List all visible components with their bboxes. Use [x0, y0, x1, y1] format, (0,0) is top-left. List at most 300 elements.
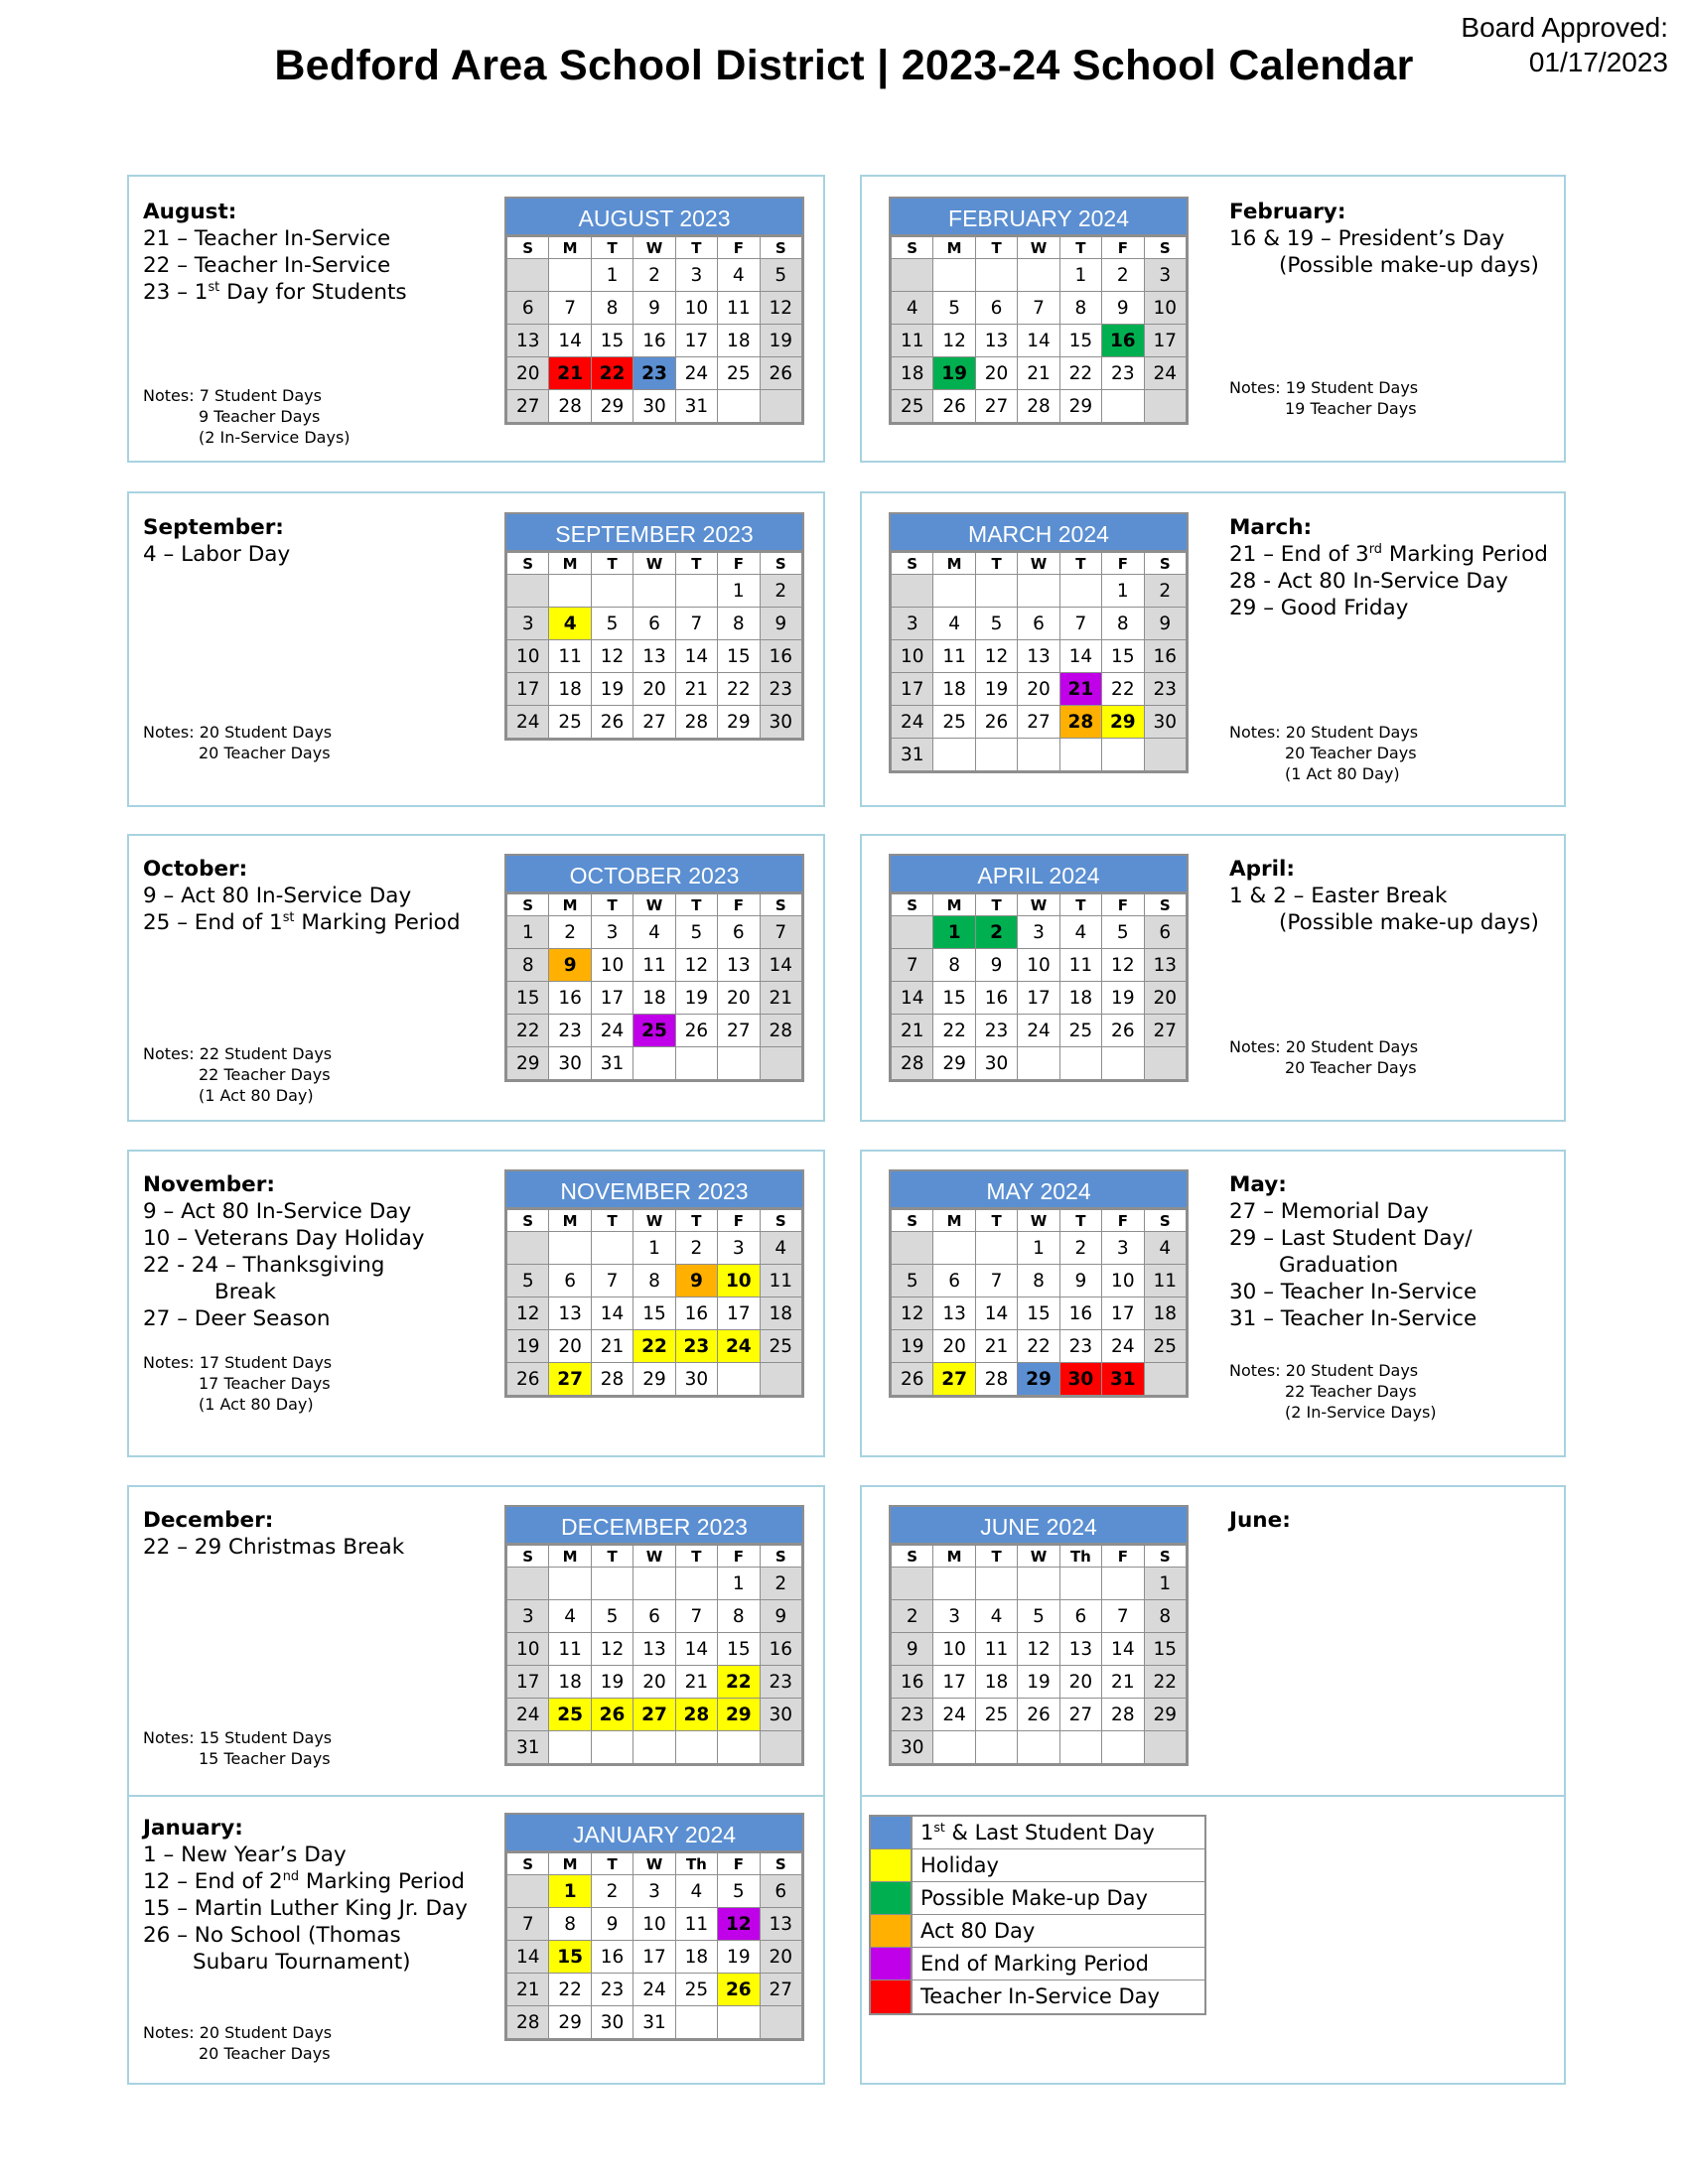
weekday-label: T — [675, 553, 717, 575]
day-cell: 5 — [507, 1265, 549, 1297]
day-cell: 22 — [1144, 1666, 1186, 1699]
month-heading: November: — [143, 1172, 275, 1197]
month-events-aug — [143, 199, 407, 306]
weekday-label: F — [1102, 1210, 1144, 1232]
calendar-grid — [891, 1545, 1187, 1764]
weekday-label: S — [1144, 1546, 1186, 1568]
event-line: 25 – End of 1st Marking Period — [143, 909, 461, 935]
day-cell: 12 — [892, 1297, 933, 1330]
day-cell: 25 — [675, 1974, 717, 2006]
day-cell: 18 — [718, 325, 760, 357]
day-cell: 25 — [975, 1699, 1017, 1731]
weekday-label: S — [760, 894, 801, 916]
calendar-grid — [506, 552, 802, 739]
notes-line: Notes: 20 Student Days — [143, 2023, 333, 2042]
empty-cell — [892, 1232, 933, 1265]
weekday-label: F — [718, 1853, 760, 1875]
empty-cell — [675, 575, 717, 608]
day-cell: 21 — [1102, 1666, 1144, 1699]
day-cell: 25 — [892, 390, 933, 423]
day-cell: 12 — [507, 1297, 549, 1330]
day-cell: 30 — [1144, 706, 1186, 739]
empty-cell — [633, 1047, 675, 1080]
day-cell: 6 — [1144, 916, 1186, 949]
day-cell: 22 — [591, 357, 633, 390]
day-cell: 14 — [507, 1941, 549, 1974]
weekday-label: M — [549, 553, 591, 575]
weekday-header-row — [892, 553, 1187, 575]
weekday-header-row — [507, 237, 802, 259]
day-cell: 28 — [892, 1047, 933, 1080]
event-line: 15 – Martin Luther King Jr. Day — [143, 1896, 468, 1921]
event-line: 22 – Teacher In-Service — [143, 253, 391, 278]
week-row — [507, 1974, 802, 2006]
day-cell: 27 — [633, 706, 675, 739]
week-row — [507, 1699, 802, 1731]
empty-cell — [507, 259, 549, 292]
day-cell: 22 — [1018, 1330, 1059, 1363]
day-cell: 3 — [591, 916, 633, 949]
day-cell: 16 — [892, 1666, 933, 1699]
day-cell: 21 — [760, 982, 801, 1015]
weekday-label: S — [892, 1210, 933, 1232]
empty-cell — [507, 1568, 549, 1600]
day-cell: 21 — [975, 1330, 1017, 1363]
day-cell: 15 — [507, 982, 549, 1015]
day-cell: 22 — [1059, 357, 1101, 390]
day-cell: 5 — [1018, 1600, 1059, 1633]
legend-label: Act 80 Day — [920, 1919, 1036, 1943]
day-cell: 30 — [633, 390, 675, 423]
day-cell: 11 — [633, 949, 675, 982]
day-cell: 6 — [933, 1265, 975, 1297]
day-cell: 19 — [675, 982, 717, 1015]
day-cell: 9 — [591, 1908, 633, 1941]
legend-swatch — [871, 1948, 913, 1979]
empty-cell — [549, 1568, 591, 1600]
day-cell: 11 — [1059, 949, 1101, 982]
day-cell: 10 — [718, 1265, 760, 1297]
week-row — [892, 640, 1187, 673]
calendar-jan — [504, 1813, 804, 2041]
day-cell: 19 — [933, 357, 975, 390]
weekday-label: T — [591, 1546, 633, 1568]
notes-line: Notes: 19 Student Days — [1229, 378, 1419, 397]
empty-cell — [975, 1731, 1017, 1764]
day-cell: 19 — [591, 1666, 633, 1699]
day-cell: 25 — [549, 706, 591, 739]
day-cell: 2 — [975, 916, 1017, 949]
week-row — [892, 390, 1187, 423]
day-cell: 6 — [760, 1875, 801, 1908]
week-row — [507, 1265, 802, 1297]
week-row — [507, 1666, 802, 1699]
weekday-label: T — [591, 894, 633, 916]
empty-cell — [591, 1232, 633, 1265]
calendar-grid — [506, 1852, 802, 2039]
week-row — [892, 673, 1187, 706]
month-events-nov — [143, 1171, 424, 1332]
calendar-dec — [504, 1505, 804, 1766]
day-cell: 28 — [507, 2006, 549, 2039]
day-cell: 11 — [1144, 1265, 1186, 1297]
day-cell: 16 — [760, 1633, 801, 1666]
event-line: 4 – Labor Day — [143, 542, 291, 567]
weekday-label: S — [1144, 1210, 1186, 1232]
day-cell: 28 — [1018, 390, 1059, 423]
empty-cell — [549, 575, 591, 608]
day-cell: 21 — [892, 1015, 933, 1047]
day-cell: 8 — [1018, 1265, 1059, 1297]
empty-cell — [892, 259, 933, 292]
day-cell: 12 — [718, 1908, 760, 1941]
empty-cell — [1144, 739, 1186, 771]
day-cell: 24 — [633, 1974, 675, 2006]
day-cell: 1 — [507, 916, 549, 949]
day-cell: 10 — [507, 640, 549, 673]
empty-cell — [1018, 259, 1059, 292]
day-cell: 14 — [675, 640, 717, 673]
weekday-label: M — [933, 1210, 975, 1232]
day-cell: 12 — [1102, 949, 1144, 982]
day-cell: 28 — [1102, 1699, 1144, 1731]
day-cell: 17 — [1018, 982, 1059, 1015]
weekday-header-row — [892, 1546, 1187, 1568]
day-cell: 17 — [718, 1297, 760, 1330]
month-heading: June: — [1229, 1508, 1291, 1533]
empty-cell — [933, 1568, 975, 1600]
weekday-label: T — [675, 1546, 717, 1568]
day-cell: 20 — [507, 357, 549, 390]
weekday-label: M — [933, 237, 975, 259]
month-events-oct — [143, 856, 460, 936]
empty-cell — [633, 1568, 675, 1600]
empty-cell — [1059, 575, 1101, 608]
legend-label: End of Marking Period — [920, 1952, 1149, 1976]
day-cell: 4 — [760, 1232, 801, 1265]
day-cell: 15 — [718, 1633, 760, 1666]
day-cell: 4 — [933, 608, 975, 640]
day-cell: 12 — [591, 640, 633, 673]
calendar-title: APRIL 2024 — [891, 856, 1187, 893]
month-notes-feb — [1229, 377, 1418, 419]
day-cell: 26 — [1018, 1699, 1059, 1731]
day-cell: 10 — [591, 949, 633, 982]
day-cell: 23 — [1144, 673, 1186, 706]
week-row — [507, 1232, 802, 1265]
board-approval-date: 01/17/2023 — [1528, 47, 1668, 77]
day-cell: 2 — [1059, 1232, 1101, 1265]
weekday-label: W — [633, 894, 675, 916]
weekday-header-row — [507, 1546, 802, 1568]
day-cell: 4 — [1059, 916, 1101, 949]
event-line: 31 – Teacher In-Service — [1229, 1306, 1477, 1331]
week-row — [507, 2006, 802, 2039]
month-notes-jan — [143, 2022, 332, 2064]
day-cell: 13 — [1144, 949, 1186, 982]
weekday-label: W — [633, 237, 675, 259]
day-cell: 20 — [760, 1941, 801, 1974]
day-cell: 5 — [718, 1875, 760, 1908]
day-cell: 3 — [507, 608, 549, 640]
day-cell: 23 — [1102, 357, 1144, 390]
weekday-label: M — [933, 894, 975, 916]
week-row — [892, 575, 1187, 608]
legend-row — [871, 1980, 1204, 2013]
day-cell: 2 — [1102, 259, 1144, 292]
weekday-label: S — [760, 1546, 801, 1568]
empty-cell — [1102, 739, 1144, 771]
day-cell: 3 — [1102, 1232, 1144, 1265]
week-row — [507, 1941, 802, 1974]
event-line: (Possible make-up days) — [1279, 910, 1539, 935]
day-cell: 1 — [591, 259, 633, 292]
empty-cell — [1102, 1047, 1144, 1080]
week-row — [892, 1047, 1187, 1080]
weekday-label: S — [507, 237, 549, 259]
notes-line: Notes: 20 Student Days — [1229, 1037, 1419, 1056]
day-cell: 26 — [591, 1699, 633, 1731]
empty-cell — [892, 916, 933, 949]
day-cell: 21 — [1018, 357, 1059, 390]
day-cell: 5 — [591, 608, 633, 640]
notes-line: (1 Act 80 Day) — [199, 1395, 314, 1414]
day-cell: 8 — [1059, 292, 1101, 325]
calendar-title: MAY 2024 — [891, 1171, 1187, 1209]
day-cell: 29 — [591, 390, 633, 423]
month-events-jun — [1229, 1507, 1291, 1534]
day-cell: 16 — [633, 325, 675, 357]
week-row — [507, 357, 802, 390]
empty-cell — [1102, 1731, 1144, 1764]
day-cell: 14 — [1018, 325, 1059, 357]
day-cell: 4 — [675, 1875, 717, 1908]
day-cell: 13 — [507, 325, 549, 357]
empty-cell — [933, 259, 975, 292]
day-cell: 22 — [633, 1330, 675, 1363]
day-cell: 26 — [933, 390, 975, 423]
day-cell: 1 — [933, 916, 975, 949]
weekday-label: S — [892, 553, 933, 575]
day-cell: 8 — [591, 292, 633, 325]
day-cell: 26 — [975, 706, 1017, 739]
weekday-header-row — [892, 894, 1187, 916]
empty-cell — [591, 1568, 633, 1600]
day-cell: 14 — [675, 1633, 717, 1666]
calendar-grid — [891, 893, 1187, 1080]
day-cell: 27 — [718, 1015, 760, 1047]
event-line: Break — [214, 1280, 276, 1304]
weekday-header-row — [507, 553, 802, 575]
weekday-label: W — [633, 1210, 675, 1232]
empty-cell — [591, 575, 633, 608]
weekday-label: S — [760, 1853, 801, 1875]
day-cell: 9 — [760, 1600, 801, 1633]
month-events-dec — [143, 1507, 404, 1561]
day-cell: 11 — [760, 1265, 801, 1297]
day-cell: 19 — [975, 673, 1017, 706]
legend-row — [871, 1817, 1204, 1849]
notes-line: Notes: 15 Student Days — [143, 1728, 333, 1747]
day-cell: 7 — [1018, 292, 1059, 325]
day-cell: 20 — [633, 1666, 675, 1699]
day-cell: 10 — [892, 640, 933, 673]
day-cell: 23 — [760, 1666, 801, 1699]
empty-cell — [1018, 575, 1059, 608]
day-cell: 13 — [633, 1633, 675, 1666]
month-events-apr — [1229, 856, 1539, 936]
month-heading: May: — [1229, 1172, 1287, 1197]
day-cell: 29 — [718, 706, 760, 739]
day-cell: 29 — [933, 1047, 975, 1080]
day-cell: 31 — [633, 2006, 675, 2039]
month-heading: February: — [1229, 200, 1346, 224]
empty-cell — [1018, 1731, 1059, 1764]
notes-line: 22 Teacher Days — [1285, 1382, 1417, 1401]
empty-cell — [760, 1731, 801, 1764]
day-cell: 1 — [1059, 259, 1101, 292]
event-line: (Possible make-up days) — [1279, 253, 1539, 278]
day-cell: 27 — [933, 1363, 975, 1396]
day-cell: 16 — [591, 1941, 633, 1974]
day-cell: 8 — [1144, 1600, 1186, 1633]
day-cell: 22 — [718, 1666, 760, 1699]
day-cell: 30 — [549, 1047, 591, 1080]
day-cell: 15 — [933, 982, 975, 1015]
day-cell: 26 — [760, 357, 801, 390]
empty-cell — [760, 2006, 801, 2039]
day-cell: 11 — [549, 640, 591, 673]
day-cell: 8 — [933, 949, 975, 982]
day-cell: 23 — [549, 1015, 591, 1047]
day-cell: 11 — [933, 640, 975, 673]
day-cell: 10 — [1102, 1265, 1144, 1297]
week-row — [507, 1633, 802, 1666]
day-cell: 13 — [1059, 1633, 1101, 1666]
notes-line: (1 Act 80 Day) — [1285, 764, 1400, 783]
day-cell: 17 — [507, 673, 549, 706]
day-cell: 25 — [760, 1330, 801, 1363]
calendar-apr — [889, 854, 1189, 1082]
weekday-label: S — [760, 1210, 801, 1232]
day-cell: 21 — [591, 1330, 633, 1363]
empty-cell — [975, 1568, 1017, 1600]
empty-cell — [507, 575, 549, 608]
legend-row — [871, 1849, 1204, 1882]
day-cell: 24 — [1102, 1330, 1144, 1363]
day-cell: 5 — [933, 292, 975, 325]
week-row — [507, 673, 802, 706]
day-cell: 13 — [718, 949, 760, 982]
day-cell: 15 — [549, 1941, 591, 1974]
day-cell: 12 — [933, 325, 975, 357]
empty-cell — [975, 739, 1017, 771]
divider-june-legend — [860, 1795, 1566, 1797]
legend-swatch — [871, 1980, 913, 2013]
day-cell: 13 — [760, 1908, 801, 1941]
week-row — [892, 608, 1187, 640]
week-row — [892, 1699, 1187, 1731]
day-cell: 29 — [1144, 1699, 1186, 1731]
day-cell: 18 — [549, 673, 591, 706]
empty-cell — [933, 1232, 975, 1265]
day-cell: 20 — [633, 673, 675, 706]
day-cell: 27 — [549, 1363, 591, 1396]
empty-cell — [892, 1568, 933, 1600]
day-cell: 3 — [892, 608, 933, 640]
day-cell: 11 — [675, 1908, 717, 1941]
day-cell: 2 — [675, 1232, 717, 1265]
empty-cell — [1144, 1047, 1186, 1080]
week-row — [892, 292, 1187, 325]
day-cell: 1 — [1144, 1568, 1186, 1600]
calendar-title: OCTOBER 2023 — [506, 856, 802, 893]
day-cell: 5 — [975, 608, 1017, 640]
day-cell: 30 — [1059, 1363, 1101, 1396]
weekday-label: F — [718, 553, 760, 575]
day-cell: 13 — [549, 1297, 591, 1330]
day-cell: 15 — [633, 1297, 675, 1330]
notes-line: 9 Teacher Days — [199, 407, 321, 426]
day-cell: 30 — [760, 1699, 801, 1731]
week-row — [892, 1731, 1187, 1764]
day-cell: 20 — [1018, 673, 1059, 706]
day-cell: 9 — [892, 1633, 933, 1666]
day-cell: 29 — [1102, 706, 1144, 739]
day-cell: 19 — [760, 325, 801, 357]
event-line: 1 & 2 – Easter Break — [1229, 884, 1448, 908]
event-line: 27 – Memorial Day — [1229, 1199, 1429, 1224]
weekday-label: F — [1102, 894, 1144, 916]
week-row — [507, 916, 802, 949]
day-cell: 11 — [718, 292, 760, 325]
weekday-label: T — [675, 894, 717, 916]
week-row — [892, 949, 1187, 982]
event-line: 23 – 1st Day for Students — [143, 279, 407, 305]
day-cell: 4 — [975, 1600, 1017, 1633]
weekday-label: F — [1102, 1546, 1144, 1568]
empty-cell — [675, 2006, 717, 2039]
empty-cell — [591, 1731, 633, 1764]
empty-cell — [933, 575, 975, 608]
day-cell: 13 — [975, 325, 1017, 357]
empty-cell — [1018, 1568, 1059, 1600]
weekday-label: S — [507, 1210, 549, 1232]
empty-cell — [1144, 1731, 1186, 1764]
day-cell: 9 — [549, 949, 591, 982]
month-notes-dec — [143, 1727, 332, 1769]
day-cell: 21 — [1059, 673, 1101, 706]
event-line: 1 – New Year’s Day — [143, 1843, 347, 1867]
calendar-grid — [891, 1209, 1187, 1396]
weekday-label: M — [549, 1546, 591, 1568]
month-heading: January: — [143, 1816, 243, 1841]
calendar-grid — [891, 552, 1187, 771]
day-cell: 29 — [1018, 1363, 1059, 1396]
week-row — [507, 706, 802, 739]
week-row — [892, 259, 1187, 292]
weekday-label: S — [507, 1853, 549, 1875]
calendar-grid — [506, 1209, 802, 1396]
event-line: Subaru Tournament) — [193, 1950, 411, 1975]
day-cell: 24 — [507, 706, 549, 739]
weekday-label: T — [675, 237, 717, 259]
week-row — [892, 1600, 1187, 1633]
weekday-label: T — [1059, 894, 1101, 916]
day-cell: 17 — [1144, 325, 1186, 357]
day-cell: 8 — [1102, 608, 1144, 640]
weekday-label: W — [1018, 553, 1059, 575]
